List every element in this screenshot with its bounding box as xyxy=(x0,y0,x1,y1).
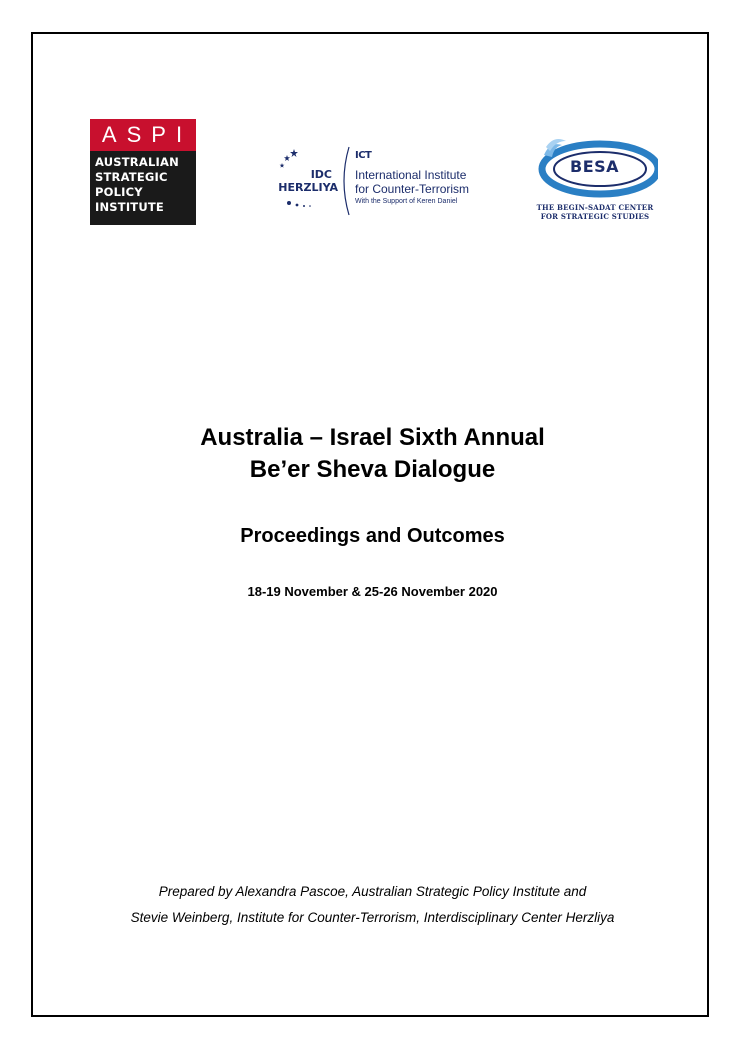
besa-name: BESA xyxy=(570,157,620,176)
ict-line-3: With the Support of Keren Daniel xyxy=(355,198,458,205)
besa-sub-line-1: THE BEGIN-SADAT CENTER xyxy=(536,203,654,212)
idc-name-line-1: IDC xyxy=(310,168,332,181)
bracket-icon xyxy=(338,146,352,216)
aspi-line-3: POLICY xyxy=(95,185,143,199)
aspi-logo xyxy=(90,119,196,225)
aspi-name xyxy=(90,151,196,225)
ict-mark: ICT xyxy=(355,150,372,161)
idc-ict-logo xyxy=(258,148,498,218)
dates: 18-19 November & 25-26 November 2020 xyxy=(247,584,498,599)
aspi-line-1: AUSTRALIAN xyxy=(95,155,179,169)
dots-icon xyxy=(286,200,316,208)
prepared-by-line-1: Prepared by Alexandra Pascoe, Australian Strategic Policy Institute and xyxy=(158,884,587,899)
idc-name xyxy=(258,168,338,194)
prepared-by-line-2: Stevie Weinberg, Institute for Counter-Terrorism, Interdisciplinary Center Herzliya xyxy=(130,910,615,925)
aspi-line-4: INSTITUTE xyxy=(95,200,164,214)
ict-line-1: International Institute xyxy=(355,168,467,182)
title-line-2: Be’er Sheva Dialogue xyxy=(249,456,496,483)
besa-logo xyxy=(532,133,658,223)
ict-line-2: for Counter-Terrorism xyxy=(355,182,470,196)
subtitle: Proceedings and Outcomes xyxy=(240,525,505,547)
besa-sub-line-2: FOR STRATEGIC STUDIES xyxy=(540,212,650,221)
aspi-acronym: ASPI xyxy=(90,119,196,151)
aspi-line-2: STRATEGIC xyxy=(95,170,168,184)
idc-name-line-2: HERZLIYA xyxy=(278,181,338,194)
title-line-1: Australia – Israel Sixth Annual xyxy=(200,424,545,451)
